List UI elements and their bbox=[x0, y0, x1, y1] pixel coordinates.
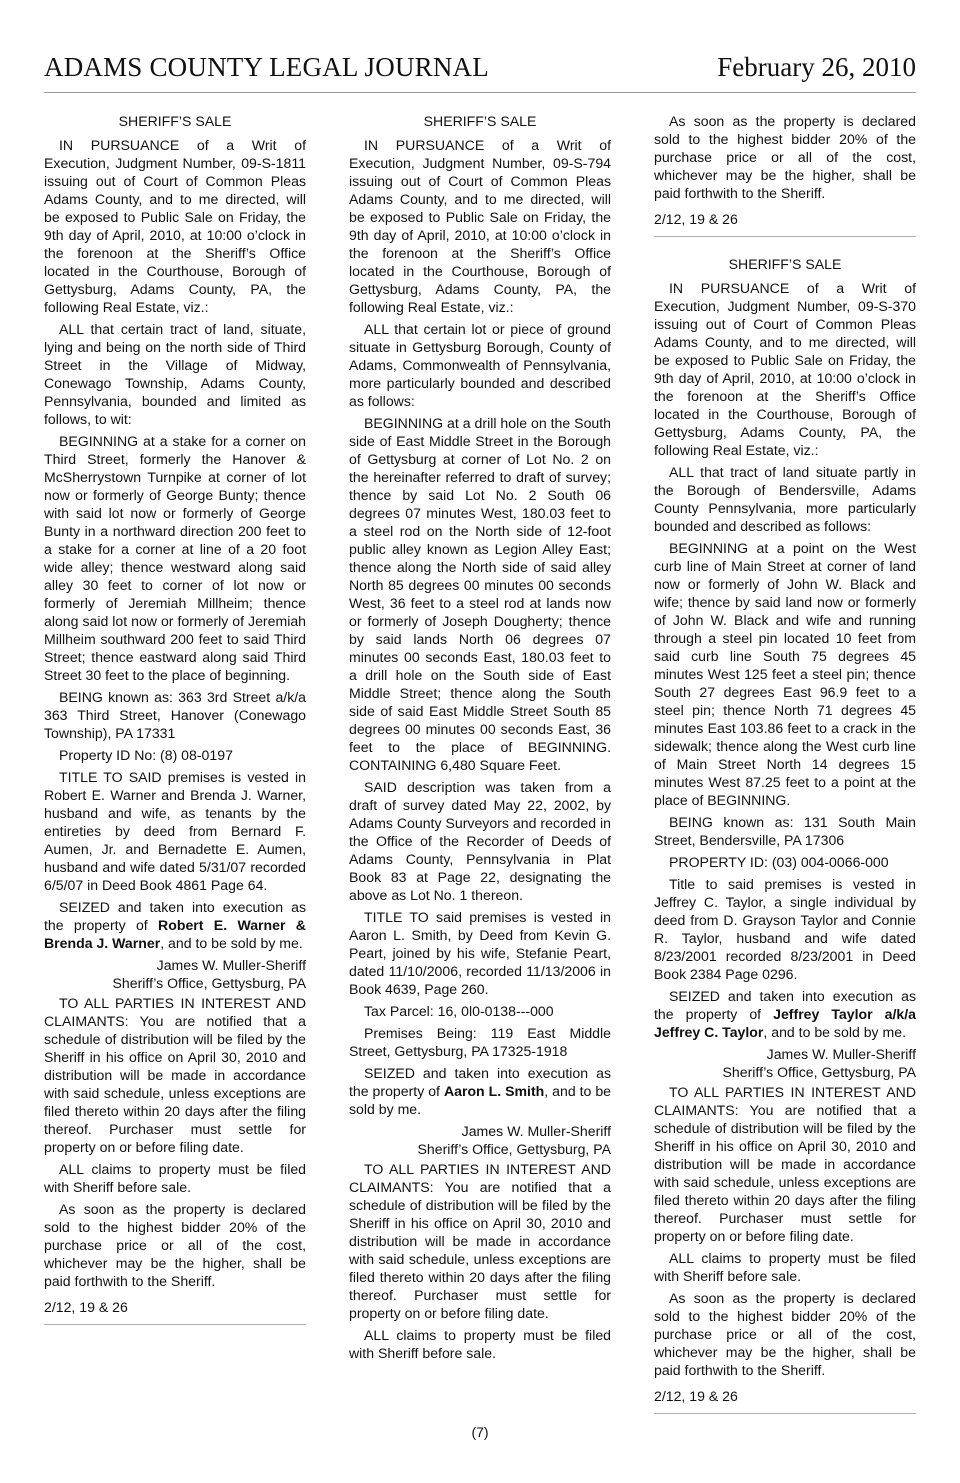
notice-paragraph: TO ALL PARTIES IN INTEREST AND CLAIMANTS: You are notified that a schedule of distribution will be filed by the Sheriff in his office on April 30, 2010 and distribution will be made in accordance with said schedule, unless exceptions are filed thereto within 20 days after the filing thereof. Purchaser must settle for property on or before filing date. bbox=[44, 995, 306, 1155]
seized-text: , and to be sold by me. bbox=[349, 1083, 612, 1117]
notice-paragraph: IN PURSUANCE of a Writ of Execution, Judgment Number, 09-S-370 issuing out of Court of Common Pleas Adams County, and to me directed, will be exposed to Public Sale on Friday, the 9th day of April, 2010, at 10:00 o’clock in the forenoon at the Sheriff’s Office located in the Courthouse, Borough of Gettysburg, Adams County, PA, the following Real Estate, viz.: bbox=[654, 280, 916, 458]
column-1 bbox=[44, 112, 306, 1343]
notice-paragraph: BEGINNING at a drill hole on the South side of East Middle Street in the Borough of Gettysburg at corner of Lot No. 2 on the hereinafter referred to draft of survey; thence by said Lot No. 2 South 06 degrees 07 minutes West, 180.03 feet to a steel rod on the North side of 12-foot public alley known as Legion Alley East; thence along the North side of said alley North 85 degrees 00 minutes 00 seconds West, 36 feet to a steel rod at lands now or formerly of Joseph Dougherty; thence by said lands North 06 degrees 07 minutes 00 seconds East, 180.03 feet to a drill hole on the South side of East Middle Street; thence along the South side of said East Middle Street South 85 degrees 00 minutes 00 seconds East, 36 feet to the place of BEGINNING. CONTAINING 6,480 Square Feet. bbox=[349, 415, 611, 773]
notice-paragraph: ALL that certain lot or piece of ground situate in Gettysburg Borough, County of Adams, Commonwealth of Pennsylvania, more particularly bounded and described as follows: bbox=[349, 321, 611, 409]
notice-paragraph: IN PURSUANCE of a Writ of Execution, Judgment Number, 09-S-794 issuing out of Court of Common Pleas Adams County, and to me directed, will be exposed to Public Sale on Friday, the 9th day of April, 2010, at 10:00 o’clock in the forenoon at the Sheriff’s Office located in the Courthouse, Borough of Gettysburg, Adams County, PA, the following Real Estate, viz.: bbox=[349, 137, 611, 315]
notice-paragraph: ALL claims to property must be filed with Sheriff before sale. bbox=[44, 1161, 306, 1195]
notice-heading: SHERIFF’S SALE bbox=[118, 113, 232, 129]
sheriff-office: Sheriff’s Office, Gettysburg, PA bbox=[722, 1064, 916, 1080]
notice-paragraph: TITLE TO said premises is vested in Aaron L. Smith, by Deed from Kevin G. Peart, joined by his wife, Stefanie Peart, dated 11/10/2006, recorded 11/13/2006 in Book 4639, Page 260. bbox=[349, 909, 611, 997]
journal-title: ADAMS COUNTY LEGAL JOURNAL bbox=[44, 52, 489, 82]
seized-paragraph bbox=[44, 898, 306, 952]
notice-heading: SHERIFF’S SALE bbox=[423, 113, 537, 129]
notice-paragraph: As soon as the property is declared sold to the highest bidder 20% of the purchase price or all of the cost, whichever may be the higher, shall be paid forthwith to the Sheriff. bbox=[654, 1290, 916, 1378]
notice-paragraph: BEGINNING at a point on the West curb line of Main Street at corner of land now or formerly of John W. Black and wife; thence by said land now or formerly of John W. Black and wife and running through a steel pin located 10 feet from said curb line South 75 degrees 45 minutes West 125 feet a steel pin; thence South 27 degrees East 96.9 feet to a steel pin; thence North 71 degrees 45 minutes East 103.86 feet to a crack in the sidewalk; thence along the West curb line of Main Street North 14 degrees 15 minutes West 87.25 feet to a point at the place of BEGINNING. bbox=[654, 540, 916, 808]
divider bbox=[44, 1324, 306, 1325]
sheriff-office: Sheriff’s Office, Gettysburg, PA bbox=[417, 1141, 611, 1157]
notice-paragraph: SAID description was taken from a draft of survey dated May 22, 2002, by Adams County Surveyors and recorded in the Office of the Recorder of Deeds of Adams County, Pennsylvania in Plat Book 83 at Page 22, designating the above as Lot No. 1 thereon. bbox=[349, 779, 611, 903]
page-header bbox=[44, 52, 916, 93]
notice-heading: SHERIFF’S SALE bbox=[728, 256, 842, 272]
issue-date: February 26, 2010 bbox=[717, 52, 916, 82]
notice-paragraph: BEING known as: 131 South Main Street, Bendersville, PA 17306 bbox=[654, 814, 916, 848]
notice-paragraph: BEING known as: 363 3rd Street a/k/a 363 Third Street, Hanover (Conewago Township), PA 17331 bbox=[44, 689, 306, 741]
notice-paragraph: ALL claims to property must be filed with Sheriff before sale. bbox=[654, 1250, 916, 1284]
column-3 bbox=[654, 112, 916, 1432]
seized-text: SEIZED and taken into execution as the property of bbox=[654, 988, 916, 1022]
notice-paragraph: Premises Being: 119 East Middle Street, Gettysburg, PA 17325-1918 bbox=[349, 1025, 611, 1059]
defendant-name: Robert E. Warner & Brenda J. Warner bbox=[44, 917, 306, 951]
notice-paragraph: BEGINNING at a stake for a corner on Third Street, formerly the Hanover & McSherrystown Turnpike at corner of lot now or formerly of George Bunty; thence with said lot now or formerly of George Bunty in a northward direction 200 feet to a stake for a corner at line of a 20 foot wide alley; thence westward along said alley 30 feet to corner of lot now or formerly of Jeremiah Millheim; thence along said lot now or formerly of Jeremiah Millheim southward 200 feet to said Third Street; thence eastward along said Third Street 30 feet to the place of beginning. bbox=[44, 433, 306, 683]
defendant-name: Aaron L. Smith bbox=[443, 1083, 545, 1099]
sheriff-signature: James W. Muller-Sheriff bbox=[156, 957, 306, 973]
seized-text: , and to be sold by me. bbox=[160, 935, 303, 951]
column-2 bbox=[349, 112, 611, 1366]
divider bbox=[654, 236, 916, 237]
notice-paragraph: As soon as the property is declared sold to the highest bidder 20% of the purchase price or all of the cost, whichever may be the higher, shall be paid forthwith to the Sheriff. bbox=[654, 113, 916, 201]
seized-paragraph bbox=[654, 987, 916, 1041]
defendant-name: Jeffrey Taylor a/k/a Jeffrey C. Taylor bbox=[654, 1006, 916, 1040]
page-number: (7) bbox=[471, 1424, 489, 1440]
notice-paragraph: ALL that tract of land situate partly in the Borough of Bendersville, Adams County Pennsylvania, more particularly bounded and described as follows: bbox=[654, 464, 916, 534]
publication-dates: 2/12, 19 & 26 bbox=[654, 1388, 738, 1404]
notice-paragraph: Title to said premises is vested in Jeffrey C. Taylor, a single individual by deed from D. Grayson Taylor and Connie R. Taylor, husband and wife dated 8/23/2001 recorded 8/23/2001 in Deed Book 2384 Page 0296. bbox=[654, 876, 916, 982]
publication-dates: 2/12, 19 & 26 bbox=[654, 211, 738, 227]
notice-paragraph: TO ALL PARTIES IN INTEREST AND CLAIMANTS: You are notified that a schedule of distribution will be filed by the Sheriff in his office on April 30, 2010 and distribution will be made in accordance with said schedule, unless exceptions are filed thereto within 20 days after the filing thereof. Purchaser must settle for property on or before filing date. bbox=[349, 1161, 611, 1321]
seized-text: , and to be sold by me. bbox=[763, 1024, 906, 1040]
notice-paragraph: Property ID No: (8) 08-0197 bbox=[59, 747, 233, 763]
divider bbox=[654, 1413, 916, 1414]
notice-paragraph: TITLE TO SAID premises is vested in Robert E. Warner and Brenda J. Warner, husband and wife, as tenants by the entireties by deed from Bernard F. Aumen, Jr. and Bernadette E. Aumen, husband and wife dated 5/31/07 recorded 6/5/07 in Deed Book 4861 Page 64. bbox=[44, 769, 306, 893]
notice-paragraph: TO ALL PARTIES IN INTEREST AND CLAIMANTS: You are notified that a schedule of distribution will be filed by the Sheriff in his office on April 30, 2010 and distribution will be made in accordance with said schedule, unless exceptions are filed thereto within 20 days after the filing thereof. Purchaser must settle for property on or before filing date. bbox=[654, 1084, 916, 1244]
seized-paragraph bbox=[349, 1064, 611, 1118]
publication-dates: 2/12, 19 & 26 bbox=[44, 1299, 128, 1315]
sheriff-signature: James W. Muller-Sheriff bbox=[461, 1123, 611, 1139]
seized-text: SEIZED and taken into execution as the property of bbox=[349, 1065, 611, 1099]
seized-text: SEIZED and taken into execution as the property of bbox=[44, 899, 306, 933]
sheriff-office: Sheriff’s Office, Gettysburg, PA bbox=[112, 975, 306, 991]
notice-paragraph: ALL claims to property must be filed with Sheriff before sale. bbox=[349, 1327, 611, 1361]
notice-paragraph: As soon as the property is declared sold to the highest bidder 20% of the purchase price or all of the cost, whichever may be the higher, shall be paid forthwith to the Sheriff. bbox=[44, 1201, 306, 1289]
notice-paragraph: Tax Parcel: 16, 0l0-0138---000 bbox=[364, 1003, 554, 1019]
sheriff-signature: James W. Muller-Sheriff bbox=[766, 1046, 916, 1062]
notice-paragraph: IN PURSUANCE of a Writ of Execution, Judgment Number, 09-S-1811 issuing out of Court of Common Pleas Adams County, and to me directed, will be exposed to Public Sale on Friday, the 9th day of April, 2010, at 10:00 o’clock in the forenoon at the Sheriff’s Office located in the Courthouse, Borough of Gettysburg, Adams County, PA, the following Real Estate, viz.: bbox=[44, 137, 306, 315]
notice-paragraph: ALL that certain tract of land, situate, lying and being on the north side of Third Street in the Village of Midway, Conewago Township, Adams County, Pennsylvania, bounded and limited as follows, to wit: bbox=[44, 321, 306, 427]
notice-paragraph: PROPERTY ID: (03) 004-0066-000 bbox=[669, 854, 889, 870]
